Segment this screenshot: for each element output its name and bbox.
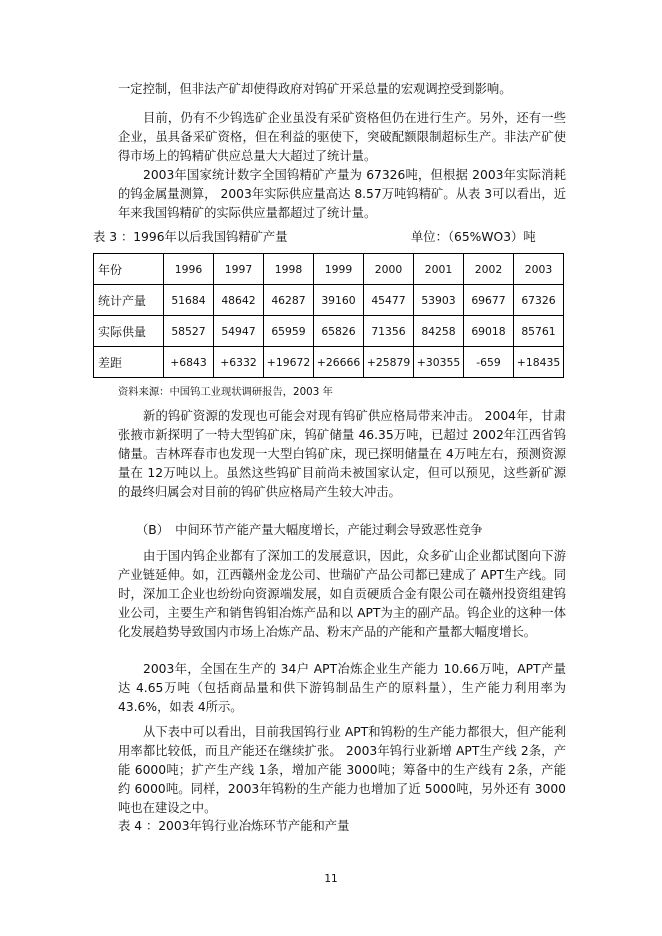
- table3: [93, 253, 564, 378]
- paragraph-apt-capacity: 2003年，全国在生产的 34户 APT冶炼企业生产能力 10.66万吨，APT产量达 4.65万吨（包括商品量和供下游钨制品生产的原料量），生产能力利用率为 43.6%，如表 4所示。: [118, 662, 566, 714]
- value-cell: +25879: [364, 347, 414, 378]
- year-cell: 2003: [514, 254, 564, 285]
- value-cell: 45477: [364, 285, 414, 316]
- value-cell: 53903: [414, 285, 464, 316]
- paragraph-new-deposits: 新的钨矿资源的发现也可能会对现有钨矿供应格局带来冲击。 2004年，甘肃张掖市新探明了一特大型钨矿床，钨矿储量 46.35万吨，已超过 2002年江西省钨储量。吉林珲春市也发现一大型白钨矿床，现已探明储量在 4万吨左右，预测资源量在 12万吨以上。虽然这些钨矿目前尚未被国家认定，但可以预见，这些新矿源的最终归属会对目前的钨矿供应格局产生较大冲击。: [118, 409, 566, 499]
- section-heading-b: （B） 中间环节产能产量大幅度增长，产能过剩会导致恶性竞争: [136, 523, 483, 537]
- table3-unit: 单位：（65%WO3）吨: [411, 230, 536, 244]
- year-cell: 2000: [364, 254, 414, 285]
- paragraph-illegal-mining: 目前，仍有不少钨选矿企业虽没有采矿资格但仍在进行生产。另外，还有一些企业，虽具备采矿资格，但在利益的驱使下，突破配额限制超标生产。非法产矿使得市场上的钨精矿供应总量大大超过了统计量。: [118, 111, 566, 163]
- value-cell: 67326: [514, 285, 564, 316]
- value-cell: 54947: [214, 316, 264, 347]
- year-cell: 1998: [264, 254, 314, 285]
- value-cell: 46287: [264, 285, 314, 316]
- value-cell: 84258: [414, 316, 464, 347]
- value-cell: 69677: [464, 285, 514, 316]
- value-cell: +30355: [414, 347, 464, 378]
- value-cell: 85761: [514, 316, 564, 347]
- value-cell: 48642: [214, 285, 264, 316]
- year-cell: 2001: [414, 254, 464, 285]
- value-cell: 65959: [264, 316, 314, 347]
- table-row: [94, 316, 564, 347]
- value-cell: 71356: [364, 316, 414, 347]
- table-header-row: [94, 254, 564, 285]
- year-cell: 2002: [464, 254, 514, 285]
- row-label: 统计产量: [94, 285, 164, 316]
- table-row: [94, 285, 564, 316]
- paragraph-expansion: 从下表中可以看出，目前我国钨行业 APT和钨粉的生产能力都很大，但产能利用率都比较低，而且产能还在继续扩张。 2003年钨行业新增 APT生产线 2条，产能 6000吨；扩产生产线 1条，增加产能 3000吨；筹备中的生产线有 2条，产能约 6000吨。同样，2003年钨粉的生产能力也增加了近 5000吨，另外还有 3000吨也在建设之中。: [118, 725, 566, 815]
- value-cell: +6843: [164, 347, 214, 378]
- value-cell: 51684: [164, 285, 214, 316]
- value-cell: +26666: [314, 347, 364, 378]
- paragraph-integration: 由于国内钨企业都有了深加工的发展意识，因此，众多矿山企业都试图向下游产业链延伸。如，江西赣州金龙公司、世瑞矿产品公司都已建成了 APT生产线。同时，深加工企业也纷纷向资源端发展，如自贡硬质合金有限公司在赣州投资组建钨业公司，主要生产和销售钨钼冶炼产品和以 APT为主的副产品。钨企业的这种一体化发展趋势导致国内市场上冶炼产品、粉末产品的产能和产量都大幅度增长。: [118, 549, 566, 639]
- year-cell: 1999: [314, 254, 364, 285]
- value-cell: 58527: [164, 316, 214, 347]
- value-cell: 69018: [464, 316, 514, 347]
- value-cell: -659: [464, 347, 514, 378]
- year-cell: 1996: [164, 254, 214, 285]
- value-cell: 39160: [314, 285, 364, 316]
- row-label: 实际供量: [94, 316, 164, 347]
- value-cell: +6332: [214, 347, 264, 378]
- value-cell: 65826: [314, 316, 364, 347]
- value-cell: +18435: [514, 347, 564, 378]
- page-number: 11: [324, 873, 338, 885]
- table4-caption: 表 4 ：2003年钨行业冶炼环节产能和产量: [118, 819, 350, 833]
- table3-source: 资料来源：中国钨工业现状调研报告，2003 年: [118, 386, 333, 398]
- table-row: [94, 347, 564, 378]
- row-label: 差距: [94, 347, 164, 378]
- table3-caption: 表 3 ：1996年以后我国钨精矿产量: [93, 230, 288, 244]
- value-cell: +19672: [264, 347, 314, 378]
- year-cell: 1997: [214, 254, 264, 285]
- paragraph-control: 一定控制，但非法产矿却使得政府对钨矿开采总量的宏观调控受到影响。: [118, 82, 512, 96]
- paragraph-supply-2003: 2003年国家统计数字全国钨精矿产量为 67326吨，但根据 2003年实际消耗的钨金属量测算， 2003年实际供应量高达 8.57万吨钨精矿。从表 3可以看出，近年来我国钨精矿的实际供应量都超过了统计量。: [118, 168, 566, 220]
- header-label: 年份: [94, 254, 164, 285]
